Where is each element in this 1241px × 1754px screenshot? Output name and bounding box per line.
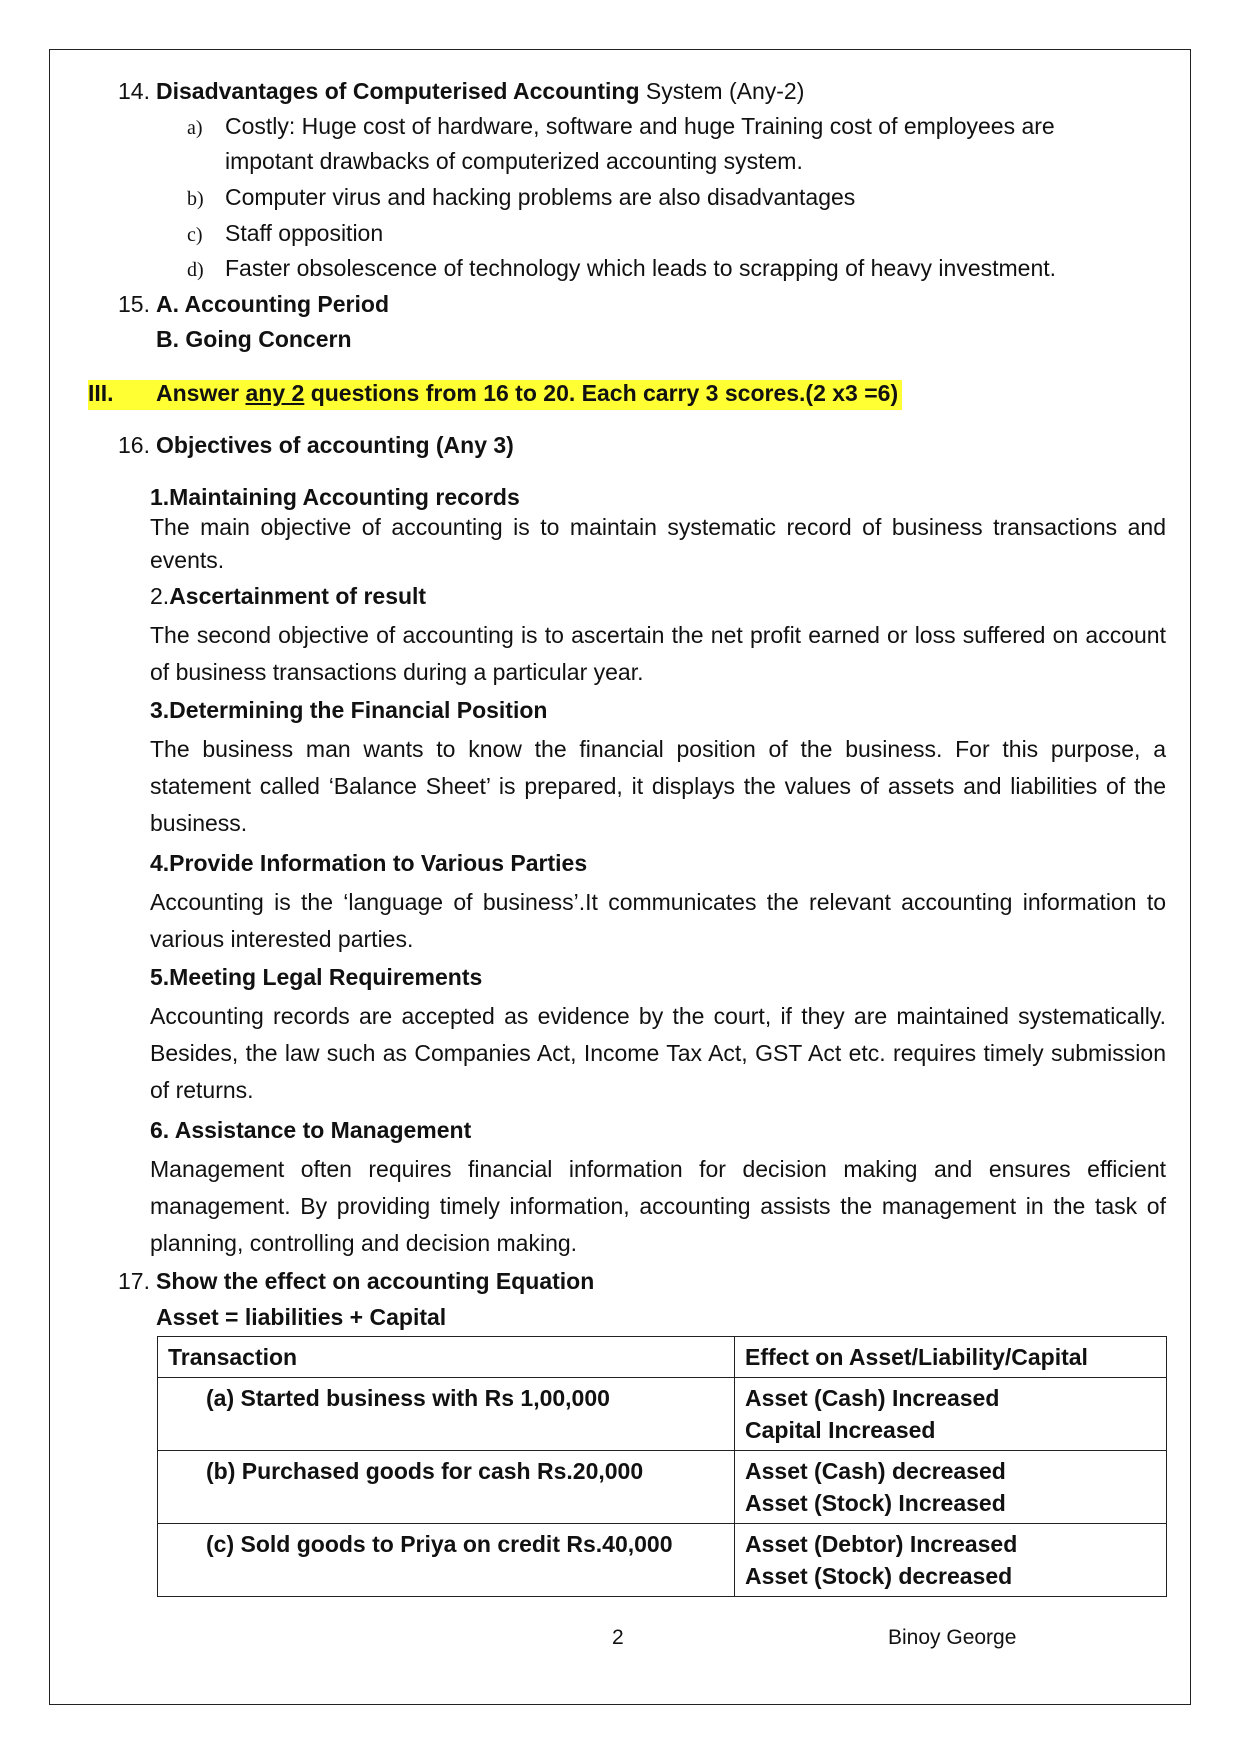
list-item — [187, 113, 1055, 141]
list-item — [187, 255, 1056, 283]
item-text: Computer virus and hacking problems are also disadvantages — [225, 184, 856, 210]
effect-line: Asset (Stock) decreased — [745, 1563, 1013, 1589]
objective-body: The business man wants to know the financial position of the business. For this purpose, a statement called ‘Balance Sheet’ is prepared, it displays the values of assets and liabilities of the business. — [150, 736, 1166, 836]
question-16-heading — [118, 432, 514, 460]
question-15 — [118, 291, 389, 319]
question-title: Objectives of accounting (Any 3) — [156, 432, 514, 458]
effect-cell — [735, 1451, 1167, 1524]
table-row — [158, 1451, 1167, 1524]
list-item-continuation — [225, 148, 803, 176]
question-number: 14. — [118, 78, 150, 104]
page-number: 2 — [612, 1626, 624, 1649]
accounting-equation-table — [157, 1336, 1167, 1597]
objective-body: Accounting is the ‘language of business’.It communicates the relevant accounting information to various interested parties. — [150, 889, 1166, 952]
table-row — [158, 1378, 1167, 1451]
question-title: Show the effect on accounting Equation — [156, 1268, 595, 1294]
question-number: 17. — [118, 1268, 150, 1294]
section-text: Answer — [156, 380, 246, 406]
column-header: Transaction — [158, 1337, 735, 1378]
objective-body: The second objective of accounting is to ascertain the net profit earned or loss suffered on account of business transactions during a particular year. — [150, 622, 1166, 685]
item-text: Faster obsolescence of technology which leads to scrapping of heavy investment. — [225, 255, 1057, 281]
item-label: a) — [187, 117, 203, 139]
section-roman: III. — [88, 380, 114, 406]
objective-body: Accounting records are accepted as evidence by the court, if they are maintained systematically. Besides, the law such as Companies Act, Income Tax Act, GST Act etc. requires timely submission of returns. — [150, 1003, 1166, 1103]
objective-heading: 5.Meeting Legal Requirements — [150, 964, 483, 990]
item-text: Costly: Huge cost of hardware, software and huge Training cost of employees are — [225, 113, 1055, 139]
transaction-cell: (c) Sold goods to Priya on credit Rs.40,000 — [158, 1524, 735, 1597]
objective-title: Ascertainment of result — [169, 583, 427, 609]
objective-number: 2. — [150, 583, 170, 609]
item-text: Staff opposition — [225, 220, 384, 246]
accounting-equation: Asset = liabilities + Capital — [156, 1304, 447, 1330]
list-item — [187, 184, 855, 212]
question-title: Disadvantages of Computerised Accounting — [156, 78, 640, 104]
answer-b: B. Going Concern — [156, 326, 352, 352]
effect-cell — [735, 1524, 1167, 1597]
column-header: Effect on Asset/Liability/Capital — [735, 1337, 1167, 1378]
effect-line: Asset (Cash) decreased — [745, 1458, 1006, 1484]
section-text: questions from 16 to 20. Each carry 3 scores.(2 x3 =6) — [304, 380, 899, 406]
footer-author: Binoy George — [888, 1626, 1017, 1649]
question-number: 15. — [118, 291, 150, 317]
answer-a: A. Accounting Period — [156, 291, 389, 317]
effect-line: Asset (Cash) Increased — [745, 1385, 1000, 1411]
question-number: 16. — [118, 432, 150, 458]
transaction-cell: (a) Started business with Rs 1,00,000 — [158, 1378, 735, 1451]
question-17-heading — [118, 1268, 594, 1296]
item-label: b) — [187, 188, 204, 210]
transaction-cell: (b) Purchased goods for cash Rs.20,000 — [158, 1451, 735, 1524]
objective-heading: 3.Determining the Financial Position — [150, 697, 548, 723]
table-row — [158, 1524, 1167, 1597]
section-heading — [88, 380, 902, 410]
item-text: impotant drawbacks of computerized accounting system. — [225, 148, 803, 174]
question-14-heading — [118, 78, 804, 106]
objective-heading: 4.Provide Information to Various Parties — [150, 850, 588, 876]
table-header-row — [158, 1337, 1167, 1378]
objective-body: Management often requires financial information for decision making and ensures efficient management. By providing timely information, accounting assists the management in the task of planning, controlling and decision making. — [150, 1156, 1166, 1256]
objective-heading: 6. Assistance to Management — [150, 1117, 472, 1143]
highlight — [88, 380, 902, 410]
section-text-underlined: any 2 — [245, 380, 305, 406]
item-label: c) — [187, 224, 203, 246]
effect-line: Asset (Stock) Increased — [745, 1490, 1006, 1516]
item-label: d) — [187, 259, 204, 281]
effect-line: Capital Increased — [745, 1417, 936, 1443]
objective-heading — [150, 583, 426, 611]
question-title-rest: System (Any-2) — [639, 78, 805, 104]
objective-body: The main objective of accounting is to maintain systematic record of business transactions and events. — [150, 514, 1166, 573]
list-item — [187, 220, 383, 248]
objective-heading: 1.Maintaining Accounting records — [150, 484, 520, 510]
effect-cell — [735, 1378, 1167, 1451]
effect-line: Asset (Debtor) Increased — [745, 1531, 1018, 1557]
